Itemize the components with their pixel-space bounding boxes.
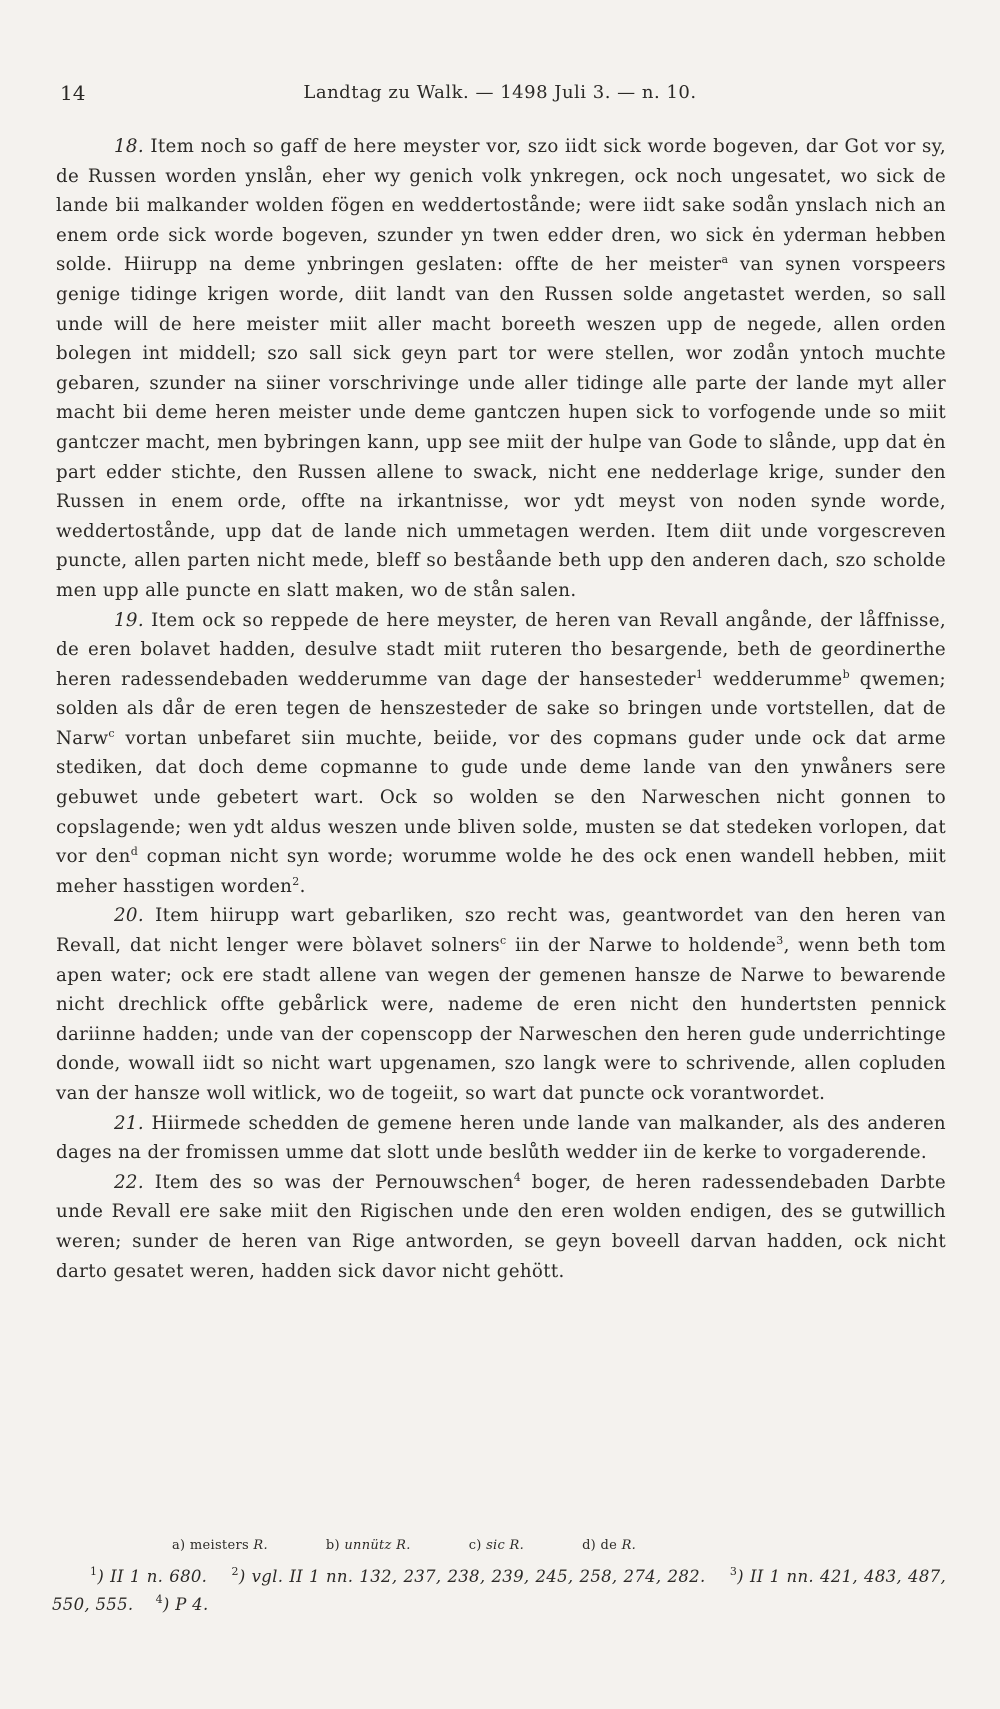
footnotes	[52, 1538, 946, 1619]
main-text	[56, 132, 946, 1286]
page-header	[52, 78, 948, 108]
variant-note-b: b) unnütz R.	[325, 1538, 411, 1553]
variant-note-a: a) meisters R.	[172, 1538, 268, 1553]
variant-note-d: d) de R.	[582, 1538, 637, 1553]
variant-note-c: c) sic R.	[468, 1538, 525, 1553]
paragraph-19: 19. Item ock so reppede de here meyster, de heren van Revall angånde, der låffnisse, de eren bolavet hadden, desulve stadt miit ruteren tho besargende, beth de geordinerthe heren radessendebaden wedderumme van dage der hansesteder$^1$ wedderumme$^b$ qwemen; solden als dår de eren tegen de henszesteder de sake so bringen unde vortstellen, dat de Narw$^c$ vortan unbefaret siin muchte, beiide, vor des copmans guder unde ock dat arme stediken, dat doch deme copmanne to gude unde deme lande van den ynwåners sere gebuwet unde gebetert wart. Ock so wolden se den Narweschen nicht gonnen to copslagende; wen ydt aldus weszen unde bliven solde, musten se dat stedeken vorlopen, dat vor den$^d$ copman nicht syn worde; worumme wolde he des ock enen wandell hebben, miit meher hasstigen worden$^2$.	[56, 609, 947, 897]
paragraph-20: 20. Item hiirupp wart gebarliken, szo recht was, geantwordet van den heren van Revall, dat nicht lenger were bòlavet solners$^c$ iin der Narwe to holdende$^3$, wenn beth tom apen water; ock ere stadt allene van wegen der gemenen hansze de Narwe to bewarende nicht drechlick offte gebårlick were, nademe de eren nicht den hundertsten pennick dariinne hadden; unde van der copenscopp der Narweschen den heren gude underrichtinge donde, wowall iidt so nicht wart upgenamen, szo langk were to schrivende, allen copluden van der hansze woll witlick, wo de togeiit, so wart dat puncte ock vorantwordet.	[56, 905, 946, 1104]
page-number: 14	[60, 81, 86, 105]
paragraph-22: 22. Item des so was der Pernouwschen$^4$ boger, de heren radessendebaden Darbte unde Revall ere sake miit den Rigischen unde den eren wolden endigen, des se gutwillich weren; sunder de heren van Rige antworden, se geyn boveell darvan hadden, ock nicht darto gesatet weren, hadden sick davor nicht gehött.	[56, 1170, 947, 1282]
paragraph-number: 21.	[114, 1112, 144, 1134]
paragraph-21: 21. Hiirmede schedden de gemene heren unde lande van malkander, als des anderen dages na der fromissen umme dat slott unde beslůth wedder iin de kerke to vorgaderende.	[56, 1112, 946, 1164]
variant-notes	[52, 1538, 946, 1553]
paragraph-number: 22.	[114, 1171, 144, 1193]
paragraph-number: 20.	[114, 905, 144, 927]
paragraph-number: 18.	[114, 136, 144, 157]
reference-notes: $^1$) II 1 n. 680. $^2$) vgl. II 1 nn. 132, 237, 238, 239, 245, 258, 274, 282. $^3$) II 1 nn. 421, 483, 487, 550, 555. $^4$) P 4.	[52, 1565, 946, 1614]
running-title: Landtag zu Walk. — 1498 Juli 3. — n. 10.	[303, 82, 697, 103]
paragraph-18: 18. Item noch so gaff de here meyster vor, szo iidt sick worde bogeven, dar Got vor sy, de Russen worden ynslån, eher wy genich volk ynkregen, ock noch ungesatet, wo sick de lande bii malkander wolden fögen en weddertostånde; were iidt sake sodån ynslach nich an enem orde sick worde bogeven, szunder yn twen edder dren, wo sick ėn yderman hebben solde. Hiirupp na deme ynbringen geslaten: offte de her meister$^a$ van synen vorspeers genige tidinge krigen worde, diit landt van den Russen solde angetastet werden, so sall unde will de here meister miit aller macht boreeth weszen upp de negede, allen orden bolegen int middell; szo sall sick geyn part tor were stellen, wor zodån yntoch muchte gebaren, szunder na siiner vorschrivinge unde aller tidinge alle parte der lande myt aller macht bii deme heren meister unde deme gantczen hupen sick to vorfogende unde so miit gantczer macht, men bybringen kann, upp see miit der hulpe van Gode to slånde, upp dat ėn part edder stichte, den Russen allene to swack, nicht ene nedderlage krige, sunder den Russen in enem orde, offte na irkantnisse, wor ydt meyst von noden synde worde, weddertostånde, upp dat de lande nich ummetagen werden. Item diit unde vorgescreven puncte, allen parten nicht mede, bleff so beståande beth upp den anderen dach, szo scholde men upp alle puncte en slatt maken, wo de stån salen.	[56, 136, 946, 601]
paragraph-number: 19.	[114, 609, 144, 631]
